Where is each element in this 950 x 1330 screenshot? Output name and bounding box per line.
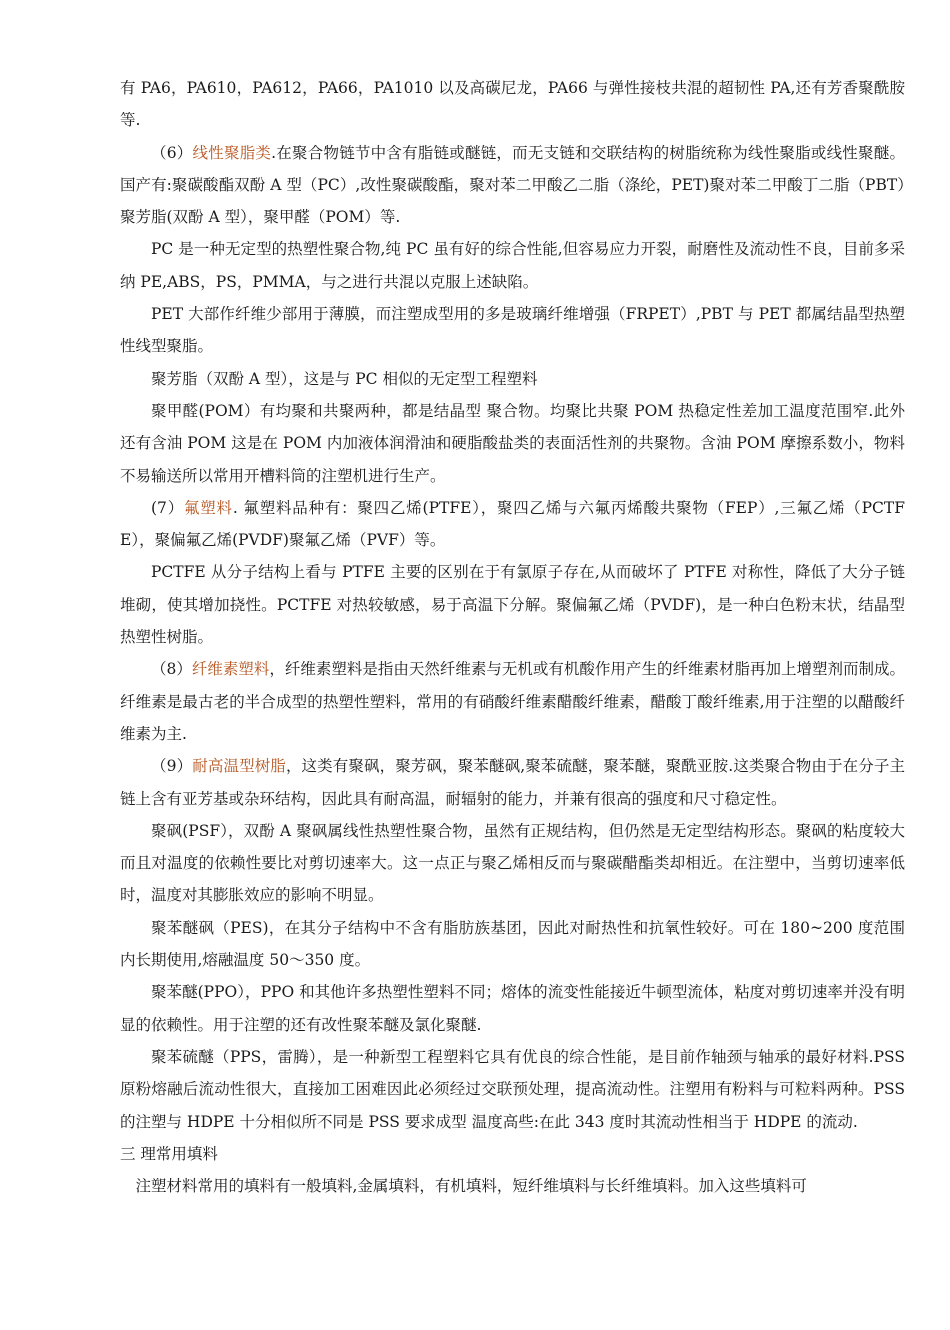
paragraph-polyarylate: 聚芳脂（双酚 A 型），这是与 PC 相似的无定型工程塑料 [151, 369, 538, 388]
paragraph-pc: PC 是一种无定型的热塑性聚合物,纯 PC 虽有好的综合性能,但容易应力开裂，耐磨性及流动性不良，目前多采纳 PE,ABS，PS，PMMA，与之进行共混以克服上述缺陷。 [120, 240, 905, 291]
paragraph-high-temp-resin [120, 750, 905, 815]
paragraph-cellulose [120, 653, 905, 750]
section-number: （6） [151, 143, 193, 162]
paragraph-pa-continuation: 有 PA6，PA610，PA612，PA66，PA1010 以及高碳尼龙，PA66 与弹性接枝共混的超韧性 PA,还有芳香聚酰胺等. [120, 79, 905, 130]
section-number: （9） [151, 757, 193, 776]
paragraph-fillers: 注塑材料常用的填料有一般填料,金属填料，有机填料，短纤维填料与长纤维填料。加入这些填料可 [135, 1177, 807, 1196]
section-number: （8） [151, 660, 192, 679]
section-heading-fillers: 三 理常用填料 [120, 1144, 218, 1163]
paragraph-body: . 氟塑料品种有：聚四乙烯(PTFE），聚四乙烯与六氟丙烯酸共聚物（FEP）,三氟乙烯（PCTFE），聚偏氟乙烯(PVDF)聚氟乙烯（PVF）等。 [120, 498, 905, 550]
keyword-cellulose: 纤维素塑料 [191, 660, 270, 679]
paragraph-psf: 聚砜(PSF），双酚 A 聚砜属线性热塑性聚合物，虽然有正规结构，但仍然是无定型结构形态。聚砜的粘度较大而且对温度的依赖性要比对剪切速率大。这一点正与聚乙烯相反而与聚碳醋酯类却相近。在注塑中，当剪切速率低时，温度对其膨胀效应的影响不明显。 [120, 821, 905, 905]
paragraph-pps: 聚苯硫醚（PPS，雷腾），是一种新型工程塑料它具有优良的综合性能，是目前作轴颈与轴承的最好材料.PSS 原粉熔融后流动性很大，直接加工困难因此必须经过交联预处理，提高流动性。注塑用有粉料与可粒料两种。PSS 的注塑与 HDPE 十分相似所不同是 PSS 要求成型 温度高些:在此 343 度时其流动性相当于 HDPE 的流动. [120, 1047, 905, 1131]
keyword-linear-polyester: 线性聚脂类 [192, 143, 272, 162]
paragraph-pet: PET 大部作纤维少部用于薄膜，而注塑成型用的多是玻璃纤维增强（FRPET）,PBT 与 PET 都属结晶型热塑性线型聚脂。 [120, 305, 905, 356]
document-page [120, 72, 905, 1202]
paragraph-pom: 聚甲醛(POM）有均聚和共聚两种，都是结晶型 聚合物。均聚比共聚 POM 热稳定性差加工温度范围窄.此外还有含油 POM 这是在 POM 内加液体润滑油和硬脂酸盐类的表面活性剂的共聚物。含油 POM 摩擦系数小，物料不易输送所以常用开槽料筒的注塑机进行生产。 [120, 401, 905, 485]
paragraph-pctfe: PCTFE 从分子结构上看与 PTFE 主要的区别在于有氯原子存在,从而破坏了 PTFE 对称性，降低了大分子链堆砌，使其增加挠性。PCTFE 对热较敏感，易于高温下分解。聚偏氟乙烯（PVDF)，是一种白色粉末状，结晶型热塑性树脂。 [120, 563, 905, 647]
paragraph-pes: 聚苯醚砜（PES)，在其分子结构中不含有脂肪族基团，因此对耐热性和抗氧性较好。可在 180~200 度范围内长期使用,熔融温度 50～350 度。 [120, 918, 905, 970]
paragraph-fluoroplastics [120, 492, 905, 557]
keyword-fluoroplastics: 氟塑料 [183, 498, 233, 517]
paragraph-body: ，纤维素塑料是指由天然纤维素与无机或有机酸作用产生的纤维素材脂再加上增塑剂而制成。纤维素是最古老的半合成型的热塑性塑料，常用的有硝酸纤维素醋酸纤维素，醋酸丁酸纤维素,用于注塑的以醋酸纤维素为主. [120, 660, 905, 743]
keyword-high-temp-resin: 耐高温型树脂 [192, 757, 286, 776]
paragraph-ppo: 聚苯醚(PPO），PPO 和其他许多热塑性塑料不同；熔体的流变性能接近牛顿型流体，粘度对剪切速率并没有明显的依赖性。用于注塑的还有改性聚苯醚及氯化聚醚. [120, 983, 905, 1034]
section-number: (7） [151, 498, 184, 517]
paragraph-body: .在聚合物链节中含有脂链或醚链，而无支链和交联结构的树脂统称为线性聚脂或线性聚醚。国产有:聚碳酸酯双酚 A 型（PC）,改性聚碳酸酯，聚对苯二甲酸乙二脂（涤纶，PET)聚对苯二甲酸丁二脂（PBT）聚芳脂(双酚 A 型），聚甲醛（POM）等. [120, 143, 905, 227]
paragraph-body: ，这类有聚砜，聚芳砜，聚苯醚砜,聚苯硫醚，聚苯醚，聚酰亚胺.这类聚合物由于在分子主链上含有亚芳基或杂环结构，因此具有耐高温，耐辐射的能力，并兼有很高的强度和尺寸稳定性。 [120, 757, 905, 808]
paragraph-linear-polyester [120, 137, 905, 234]
